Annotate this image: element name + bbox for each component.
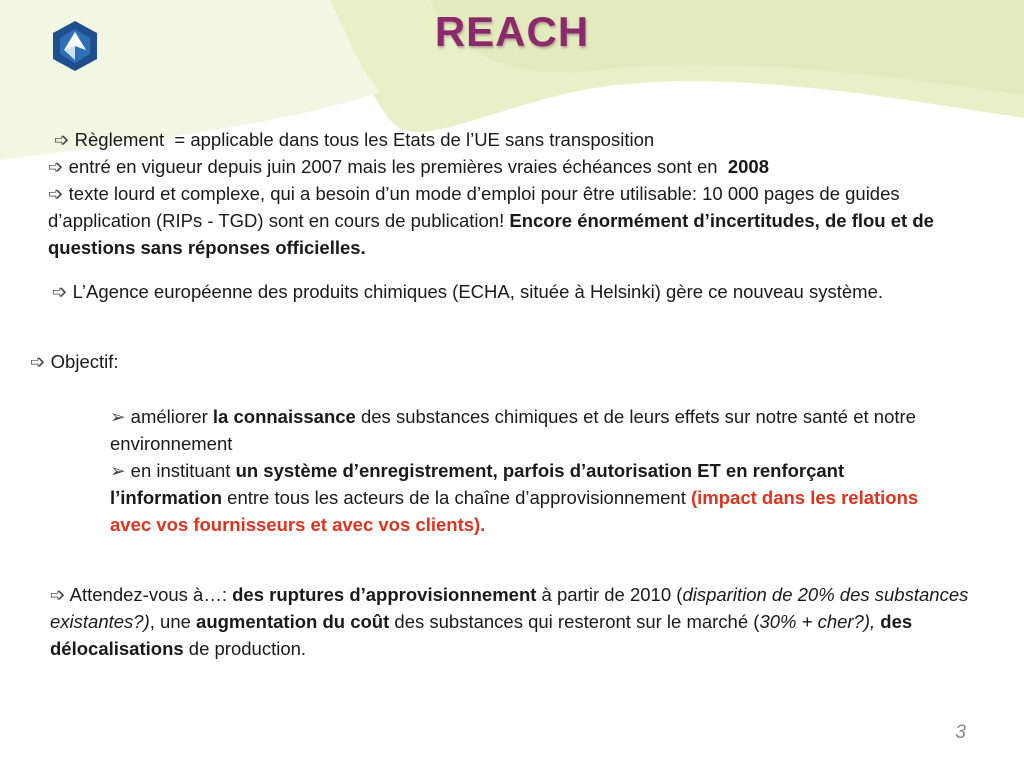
objectif-list	[110, 403, 950, 538]
page-number: 3	[955, 722, 966, 743]
outline-right-arrow-icon: ➩	[52, 281, 68, 302]
intro-line-1: ➩ Règlement = applicable dans tous les Etats de l’UE sans transposition	[54, 129, 655, 150]
outline-right-arrow-icon: ➩	[48, 156, 64, 177]
triangle-right-arrow-icon: ➢	[110, 406, 126, 427]
triangle-right-arrow-icon: ➢	[110, 460, 126, 481]
objectif-item-2: ➢ en instituant un système d’enregistrement, parfois d’autorisation ET en renforçant l’information entre tous les acteurs de la chaîne d’approvisionnement (impact dans les relations avec vos fournisseurs et avec vos clients).	[110, 460, 919, 535]
attendez-block: ➩ Attendez-vous à…: des ruptures d’approvisionnement à partir de 2010 (disparition de 20% des substances existantes?), une augmentation du coût des substances qui resteront sur le marché (30% + cher?), des délocalisations de production.	[50, 584, 969, 659]
slide-title: REACH	[434, 8, 590, 55]
intro-block	[48, 126, 948, 261]
intro-line-3: ➩ texte lourd et complexe, qui a besoin d’un mode d’emploi pour être utilisable: 10 000 pages de guides d’application (RIPs - TGD) sont en cours de publication! Encore énormément d’incertitudes, de flou et de questions sans réponses officielles.	[48, 183, 934, 258]
agency-block: ➩ L’Agence européenne des produits chimiques (ECHA, située à Helsinki) gère ce nouveau système.	[48, 278, 908, 305]
objectif-heading: ➩ Objectif:	[30, 351, 119, 372]
objectif-item-1: ➢ améliorer la connaissance des substances chimiques et de leurs effets sur notre santé et notre environnement	[110, 406, 916, 454]
outline-right-arrow-icon: ➩	[54, 129, 70, 150]
intro-line-2: ➩ entré en vigueur depuis juin 2007 mais les premières vraies échéances sont en 2008	[48, 156, 769, 177]
outline-right-arrow-icon: ➩	[30, 351, 46, 372]
outline-right-arrow-icon: ➩	[48, 183, 64, 204]
outline-right-arrow-icon: ➩	[50, 584, 66, 605]
